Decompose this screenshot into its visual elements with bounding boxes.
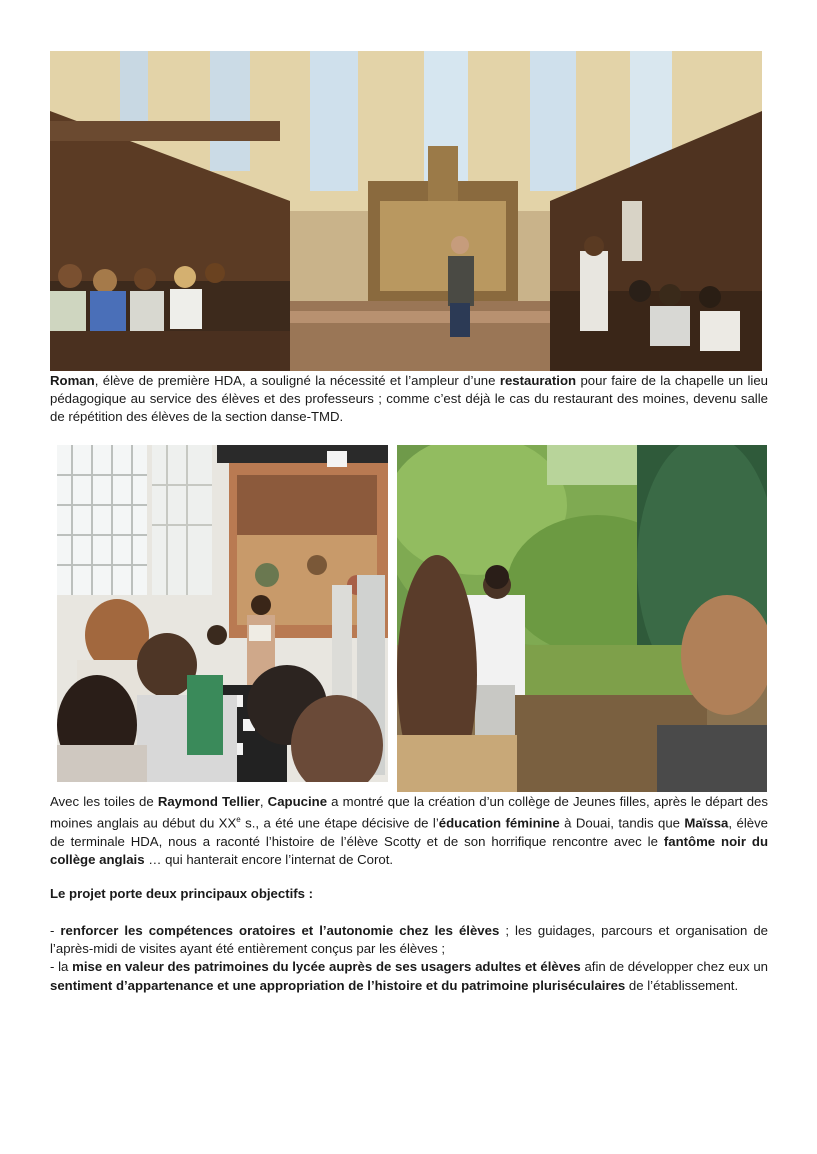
objective-item: - renforcer les compétences oratoires et l’autonomie chez les élèves ; les guidages, parcours et organisation de l’après-midi de visites ayant été entièrement conçus par les élèves ; <box>50 923 769 957</box>
garden-photo <box>397 445 767 792</box>
chapel-caption: Roman, élève de première HDA, a souligné la nécessité et l’ampleur d’une restauration pour faire de la chapelle un lieu pédagogique au service des élèves et des professeurs ; comme c’est déjà le cas du restaurant des moines, devenu salle de répétition des élèves de la section danse-TMD. <box>50 373 769 425</box>
objectives-heading: Le projet porte deux principaux objectifs : <box>50 886 314 901</box>
chapel-photo <box>50 51 762 371</box>
objectives-list <box>50 922 768 995</box>
objective-item: - la mise en valeur des patrimoines du lycée auprès de ses usagers adultes et élèves afin de développer chez eux un sentiment d’appartenance et une appropriation de l’histoire et du patrimoine pluriséculaires de l’établissement. <box>50 959 768 993</box>
tour-caption: Avec les toiles de Raymond Tellier, Capucine a montré que la création d’un collège de Jeunes filles, après le départ des moines anglais au début du XXe s., a été une étape décisive de l’éducation féminine à Douai, tandis que Maïssa, élève de terminale HDA, nous a raconté l’histoire de l’élève Scotty et de son horrifique rencontre avec le fantôme noir du collège anglais … qui hanterait encore l’internat de Corot. <box>50 794 769 867</box>
mural-room-photo <box>57 445 388 782</box>
